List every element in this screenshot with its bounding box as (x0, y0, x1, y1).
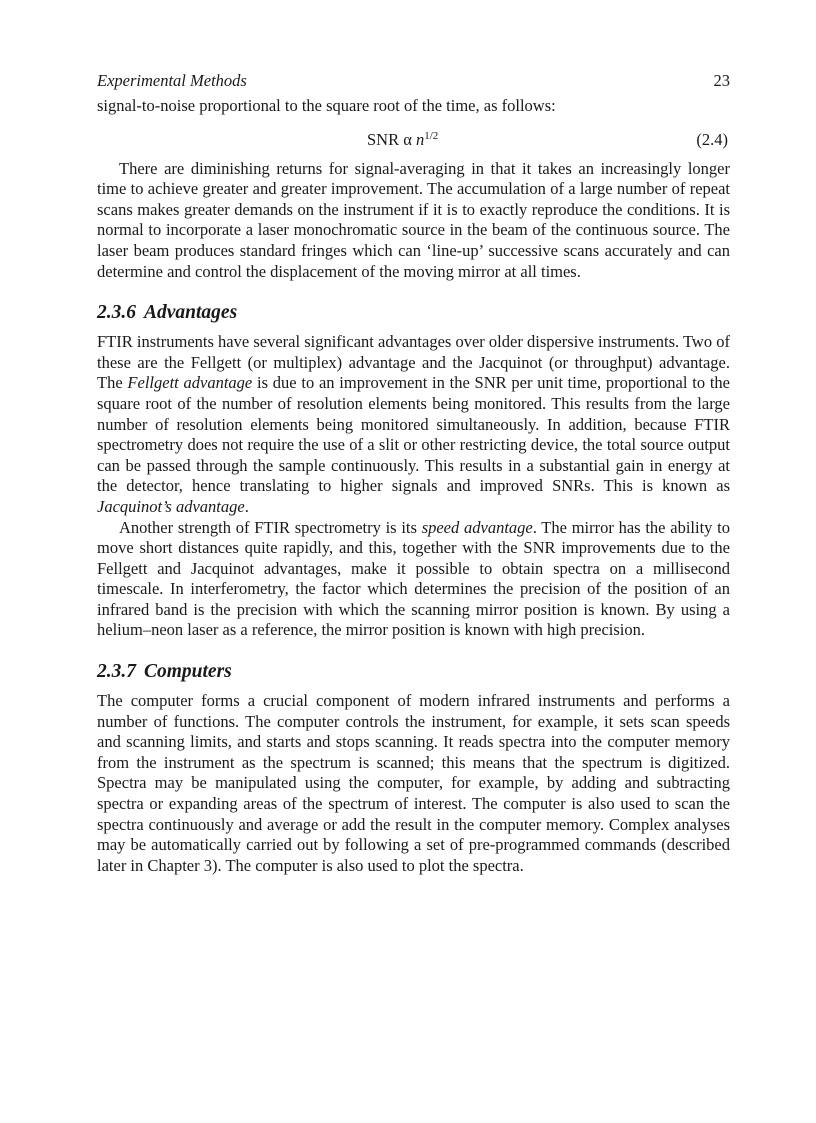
running-title: Experimental Methods (97, 71, 247, 90)
running-header (97, 70, 730, 92)
page (97, 70, 730, 876)
text-run: FTIR instruments have several significant advantages over older dispersive instruments. Two of these are the Fellgett (or multiplex) advantage and the Jacquinot (or throughput) advantage. The (97, 332, 730, 393)
equation-variable: n (416, 129, 425, 149)
paragraph-advantages-2 (97, 518, 730, 642)
text-run: . The mirror has the ability to move short distances quite rapidly, and this, together with the SNR improvements due to the Fellgett and Jacquinot advantages, make it possible to obtain spectra on a millisecond timescale. In interferometry, the factor which determines the precision of the position of an infrared band is the precision with which the scanning mirror position is known. By using a helium–neon laser as a reference, the mirror position is known with high precision. (97, 517, 730, 640)
section-heading-advantages (97, 300, 730, 326)
section-title: Computers (144, 661, 232, 683)
equation-number: (2.4) (696, 129, 728, 149)
section-number: 2.3.6 (97, 302, 136, 324)
section-title: Advantages (144, 302, 238, 324)
equation-exponent: 1/2 (424, 129, 439, 142)
section-heading-computers (97, 659, 730, 685)
paragraph-computers: The computer forms a crucial component of modern infrared instruments and performs a number of functions. The computer controls the instrument, for example, it sets scan speeds and scanning limits, and starts and stops scanning. It reads spectra into the computer memory from the instrument as the spectrum is scanned; this means that the spectrum is digitized. Spectra may be manipulated using the computer, for example, by adding and subtracting spectra or expanding areas of the spectrum of interest. The computer is also used to scan the spectra continuously and average or add the result in the computer memory. Complex analyses may be automatically carried out by following a set of pre-programmed commands (described later in Chapter 3). The computer is also used to plot the spectra. (97, 691, 730, 875)
equation-2-4 (97, 125, 730, 155)
emphasis-fellgett: Fellgett advantage (127, 373, 253, 393)
text-run: is due to an improvement in the SNR per unit time, proportional to the square root of the number of resolution elements being monitored. This results from the large number of resolution elements being monitored simultaneously. In addition, because FTIR spectrometry does not require the use of a slit or other restricting device, the total source output can be passed through the sample continuously. This results in a substantial gain in energy at the detector, hence translating to higher signals and improved SNRs. This is known as (97, 373, 730, 496)
page-number: 23 (713, 71, 730, 90)
paragraph-diminishing-returns: There are diminishing returns for signal-averaging in that it takes an increasingly longer time to achieve greater and greater improvement. The accumulation of a large number of repeat scans makes greater demands on the instrument if it is to exactly reproduce the conditions. It is normal to incorporate a laser monochromatic source in the beam of the continuous source. The laser beam produces standard fringes which can ‘line-up’ successive scans accurately and can determine and control the displacement of the moving mirror at all times. (97, 158, 730, 281)
emphasis-speed: speed advantage (421, 517, 533, 537)
equation-formula (367, 125, 438, 155)
text-run: . (244, 496, 249, 516)
equation-lhs: SNR α (367, 129, 416, 149)
text-run: Another strength of FTIR spectrometry is its (119, 517, 422, 537)
section-number: 2.3.7 (97, 661, 136, 683)
paragraph-intro: signal-to-noise proportional to the square root of the time, as follows: (97, 96, 556, 115)
paragraph-advantages-1 (97, 332, 730, 517)
emphasis-jacquinot: Jacquinot’s advantage (97, 496, 245, 516)
